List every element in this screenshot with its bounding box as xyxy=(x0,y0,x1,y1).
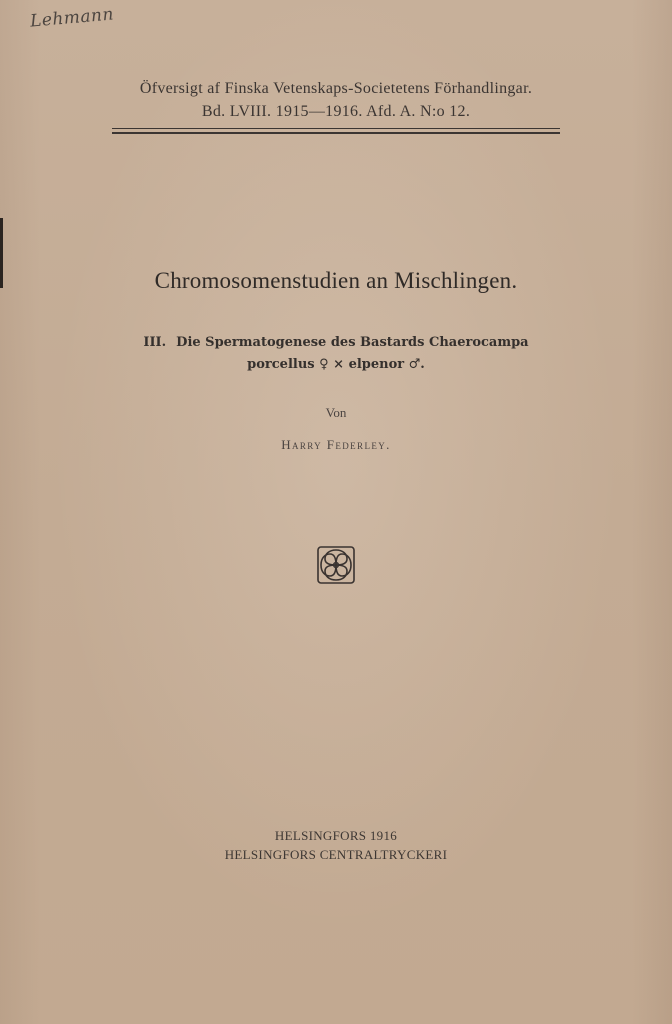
imprint-printer: HELSINGFORS CENTRALTRYCKERI xyxy=(224,847,448,862)
author-name: Harry Federley. xyxy=(281,437,391,452)
handwritten-note: Lehmann xyxy=(29,4,115,32)
imprint-place-year: HELSINGFORS 1916 xyxy=(274,828,398,843)
byline-von: Von xyxy=(325,405,347,420)
quatrefoil-ornament-icon xyxy=(315,544,357,586)
series-volume: Bd. LVIII. 1915—1916. Afd. A. N:o 12. xyxy=(201,103,471,120)
page-title: Chromosomenstudien an Mischlingen. xyxy=(154,268,518,293)
part-number: III. xyxy=(143,335,167,350)
series-title: Öfversigt af Finska Vetenskaps-Societetens Förhandlingar. xyxy=(139,80,533,97)
subtitle-text-1: Die Spermatogenese des Bastards Chaerocampa xyxy=(176,335,529,350)
subtitle-line-1 xyxy=(0,335,672,350)
header-rule-thin xyxy=(112,128,560,129)
header-rule-thick xyxy=(112,132,560,134)
subtitle-line-2: porcellus ♀ × elpenor ♂. xyxy=(247,357,425,372)
